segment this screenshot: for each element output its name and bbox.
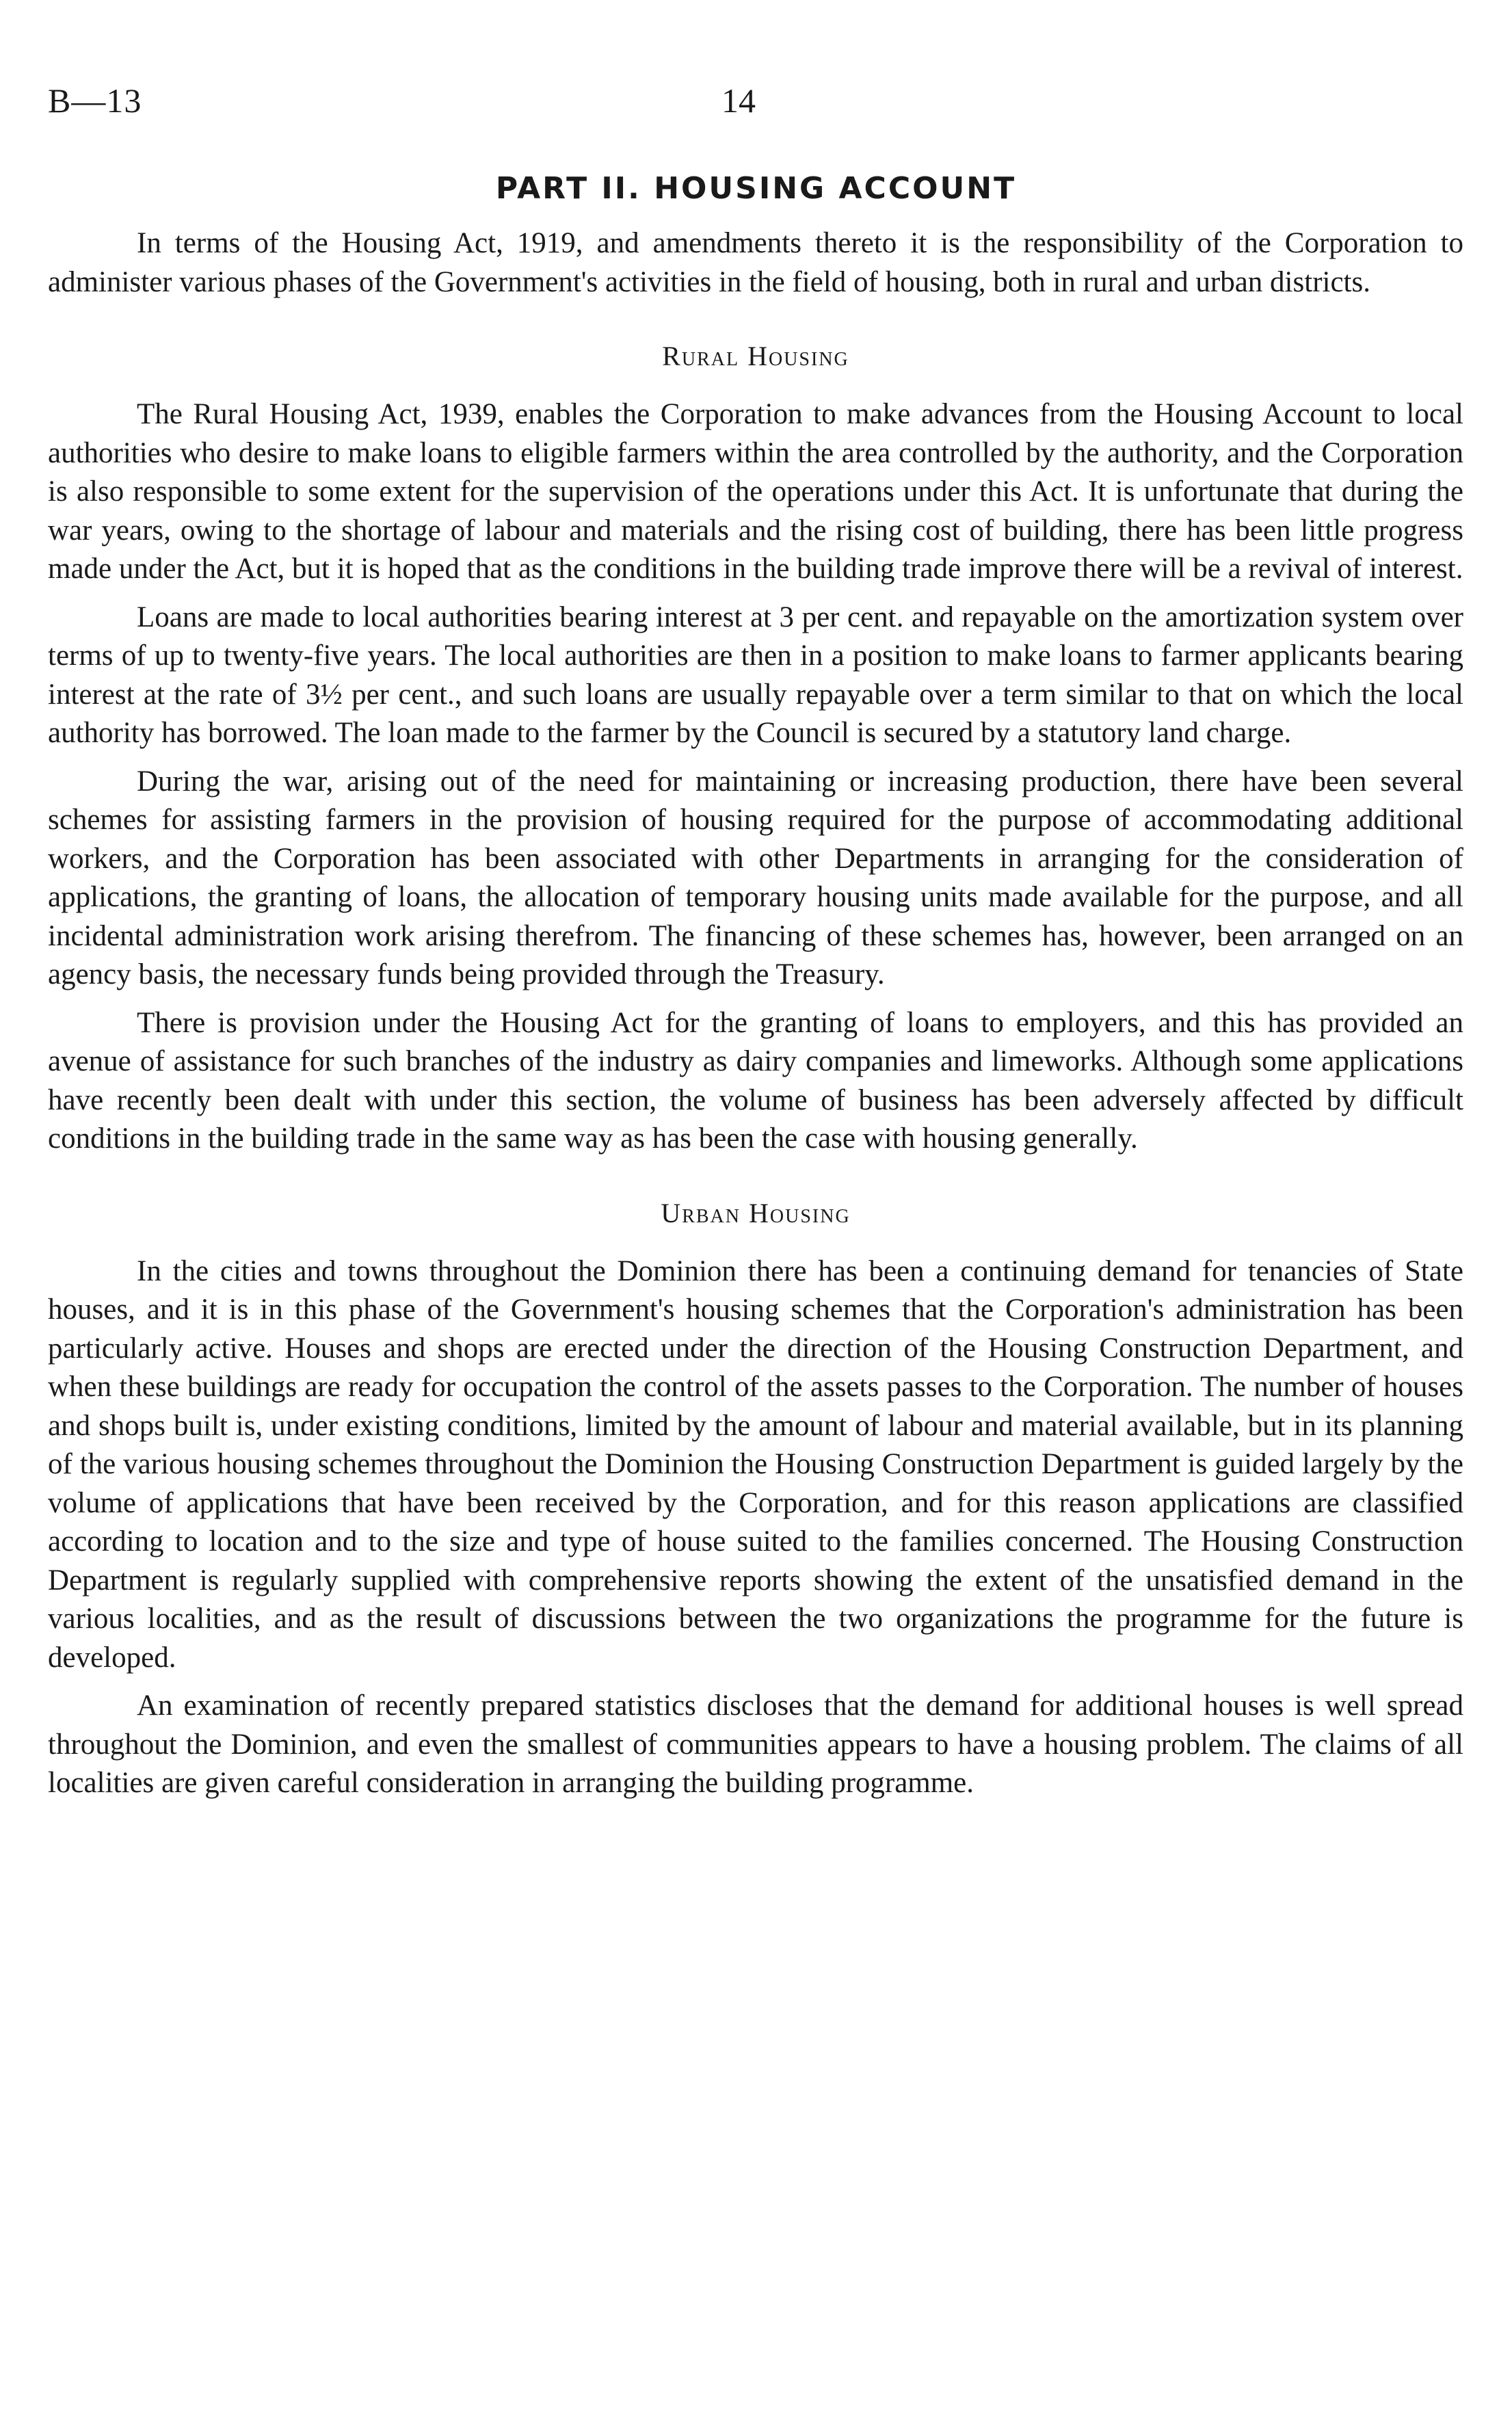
urban-paragraph-2: An examination of recently prepared statistics discloses that the demand for additional houses is well spread throughout the Dominion, and even the smallest of communities appears to have a housing problem. The claims of all localities are given careful consideration in arranging the building programme.: [48, 1690, 1463, 1799]
intro-paragraph: In terms of the Housing Act, 1919, and amendments thereto it is the responsibility of the Corporation to administer various phases of the Government's activities in the field of housing, both in rural and urban districts.: [48, 227, 1463, 298]
rural-paragraph-2: Loans are made to local authorities bearing interest at 3 per cent. and repayable on the amortization system over terms of up to twenty-five years. The local authorities are then in a position to make loans to farmer applicants bearing interest at the rate of 3½ per cent., and such loans are usually repayable over a term similar to that on which the local authority has borrowed. The loan made to the farmer by the Council is secured by a statutory land charge.: [48, 601, 1463, 749]
rural-paragraph-4: There is provision under the Housing Act for the granting of loans to employers, and this has provided an avenue of assistance for such branches of the industry as dairy companies and limeworks. Although some applications have recently been dealt with under this section, the volume of business has been adversely affected by difficult conditions in the building trade in the same way as has been the case with housing generally.: [48, 1006, 1463, 1155]
document-body: [48, 224, 1463, 1813]
part-title: PART II. HOUSING ACCOUNT: [495, 171, 1017, 206]
rural-paragraph-1: The Rural Housing Act, 1939, enables the Corporation to make advances from the Housing Account to local authorities who desire to make loans to eligible farmers within the area controlled by the authority, and the Corporation is also responsible to some extent for the supervision of the operations under this Act. It is unfortunate that during the war years, owing to the shortage of labour and materials and the rising cost of building, there has been little progress made under the Act, but it is hoped that as the conditions in the building trade improve there will be a revival of interest.: [48, 398, 1463, 585]
rural-paragraph-3: During the war, arising out of the need for maintaining or increasing production, there have been several schemes for assisting farmers in the provision of housing required for the purpose of accommodating additional workers, and the Corporation has been associated with other Departments in arranging for the consideration of applications, the granting of loans, the allocation of temporary housing units made available for the purpose, and all incidental administration work arising therefrom. The financing of these schemes has, however, been arranged on an agency basis, the necessary funds being provided through the Treasury.: [48, 765, 1463, 990]
urban-housing-heading: Urban Housing: [661, 1197, 851, 1228]
rural-housing-heading: Rural Housing: [662, 341, 849, 371]
page-number: 14: [721, 81, 756, 120]
document-reference: B—13: [48, 81, 142, 120]
page-header: [48, 81, 1463, 129]
urban-paragraph-1: In the cities and towns throughout the Dominion there has been a continuing demand for tenancies of State houses, and it is in this phase of the Government's housing schemes that the Corporation's administration has been particularly active. Houses and shops are erected under the direction of the Housing Construction Department, and when these buildings are ready for occupation the control of the assets passes to the Corporation. The number of houses and shops built is, under existing conditions, limited by the amount of labour and material available, but in its planning of the various housing schemes throughout the Dominion the Housing Construction Department is guided largely by the volume of applications that have been received by the Corporation, and for this reason applications are classified according to location and to the size and type of house suited to the families concerned. The Housing Construction Department is regularly supplied with comprehensive reports showing the extent of the unsatisfied demand in the various localities, and as the result of discussions between the two organizations the programme for the future is developed.: [48, 1254, 1463, 1674]
